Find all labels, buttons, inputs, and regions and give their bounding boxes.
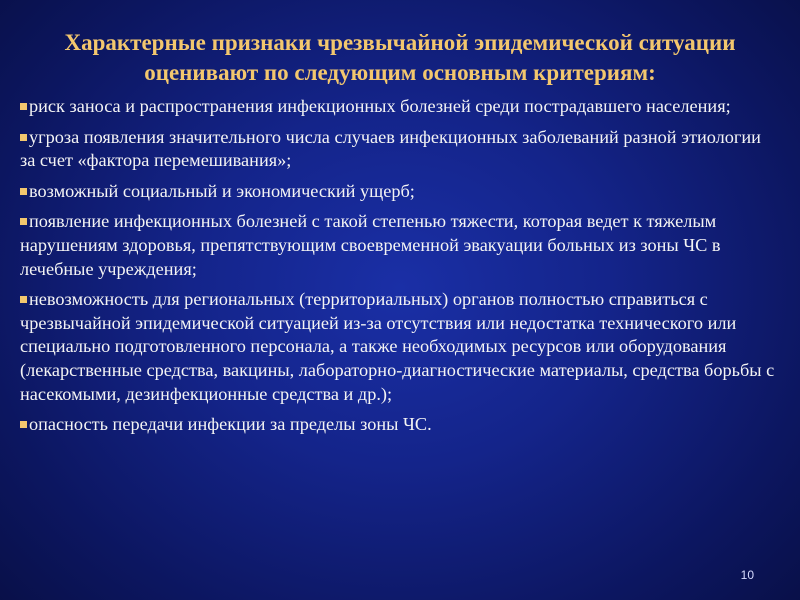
criteria-item-text: риск заноса и распространения инфекционных болезней среди пострадавшего населения; [29, 96, 731, 116]
square-bullet-icon [20, 421, 27, 428]
criteria-list [20, 95, 780, 444]
criteria-item [20, 288, 780, 406]
criteria-item [20, 413, 780, 437]
square-bullet-icon [20, 134, 27, 141]
criteria-item-text: угроза появления значительного числа случаев инфекционных заболеваний разной этиологии за счет «фактора перемешивания»; [20, 126, 761, 171]
criteria-item [20, 95, 780, 119]
criteria-item-text: опасность передачи инфекции за пределы зоны ЧС. [29, 414, 432, 435]
square-bullet-icon [20, 296, 27, 303]
criteria-item-text: появление инфекционных болезней с такой степенью тяжести, которая ведет к тяжелым нарушениям здоровья, препятствующим своевременной эвакуации больных из зоны ЧС в лечебные учреждения; [20, 211, 721, 279]
page-number: 10 [740, 568, 754, 582]
criteria-item [20, 126, 780, 173]
criteria-item-text: невозможность для региональных (территориальных) органов полностью справиться с чрезвычайной эпидемической ситуацией из-за отсутствия или недостатка технического или специально подготовленного персонала, а также необходимых ресурсов или оборудования (лекарственные средства, вакцины, лабораторно-диагностические материалы, средства борьбы с насекомыми, дезинфекционные средства и др.); [20, 289, 775, 404]
square-bullet-icon [20, 103, 27, 110]
criteria-item [20, 180, 780, 204]
slide-title: Характерные признаки чрезвычайной эпидемической ситуации оценивают по следующим основным критериям: [64, 30, 736, 85]
square-bullet-icon [20, 218, 27, 225]
square-bullet-icon [20, 188, 27, 195]
criteria-item-text: возможный социальный и экономический ущерб; [29, 180, 415, 201]
criteria-item [20, 210, 780, 281]
